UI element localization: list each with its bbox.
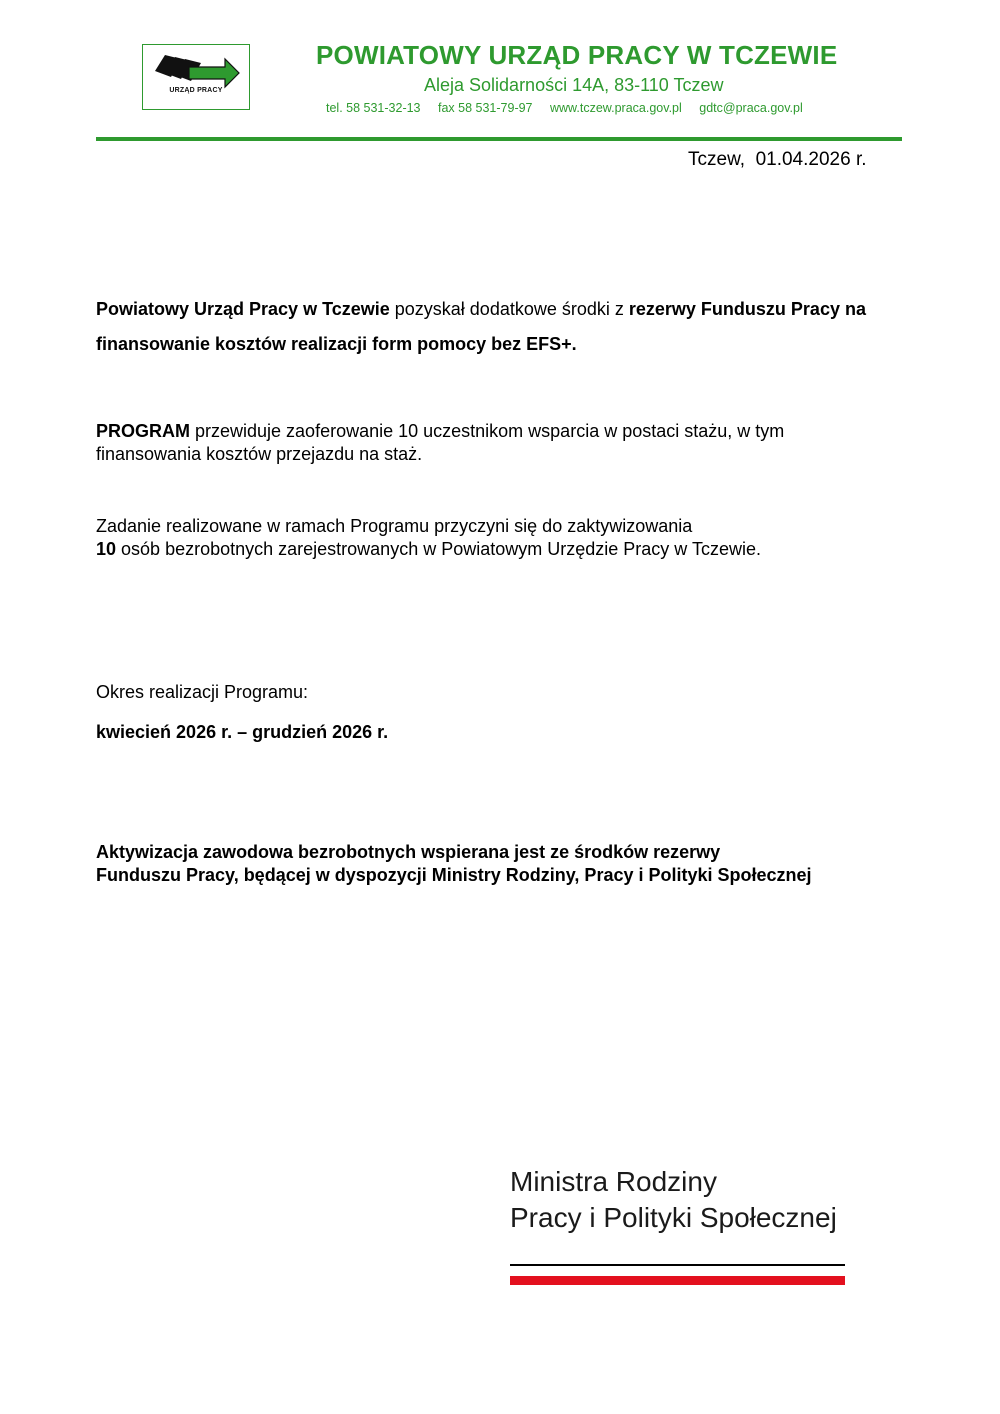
paragraph1-bold-start: Powiatowy Urząd Pracy w Tczewie	[96, 299, 390, 319]
org-address: Aleja Solidarności 14A, 83-110 Tczew	[424, 75, 724, 95]
funding-note-line2: Funduszu Pracy, będącej w dyspozycji Ministry Rodziny, Pracy i Polityki Społecznej	[96, 865, 812, 885]
paragraph-funding-info	[96, 292, 916, 362]
period-value: kwiecień 2026 r. – grudzień 2026 r.	[96, 722, 389, 742]
urzad-pracy-logo	[142, 44, 250, 110]
org-title: POWIATOWY URZĄD PRACY W TCZEWIE	[316, 40, 838, 70]
website-link[interactable]: www.tczew.praca.gov.pl	[550, 101, 682, 115]
paragraph2-line1: przewiduje zaoferowanie 10 uczestnikom wsparcia w postaci stażu, w tym	[190, 421, 785, 441]
logo-text: URZĄD PRACY	[169, 87, 223, 94]
org-contact	[326, 101, 803, 115]
date-line: Tczew, 01.04.2026 r.	[688, 149, 867, 170]
ministry-flag-red-stripe	[510, 1276, 845, 1285]
paragraph3-number: 10	[96, 539, 117, 559]
paragraph1-bold-end: rezerwy Funduszu Pracy na finansowanie kosztów realizacji form pomocy bez EFS+.	[96, 299, 866, 354]
paragraph3-line1: Zadanie realizowane w ramach Programu przyczyni się do zaktywizowania	[96, 516, 693, 536]
logo-cards-arrow-icon	[143, 45, 248, 108]
paragraph1-middle: pozyskał dodatkowe środki z	[389, 299, 629, 319]
paragraph2-line2: finansowania kosztów przejazdu na staż.	[96, 444, 423, 464]
ministry-line1: Ministra Rodziny	[510, 1166, 717, 1197]
paragraph-task	[96, 515, 916, 561]
paragraph3-line2: osób bezrobotnych zarejestrowanych w Powiatowym Urzędzie Pracy w Tczewie.	[116, 539, 761, 559]
ministry-logo	[510, 1164, 837, 1236]
period-label: Okres realizacji Programu:	[96, 682, 309, 702]
funding-note-line1: Aktywizacja zawodowa bezrobotnych wspierana jest ze środków rezerwy	[96, 842, 721, 862]
paragraph2-bold-start: PROGRAM	[96, 421, 190, 441]
paragraph-program	[96, 420, 916, 466]
ministry-flag-white-stripe	[510, 1264, 845, 1266]
ministry-line2: Pracy i Polityki Społecznej	[510, 1202, 837, 1233]
header-divider	[96, 137, 902, 141]
fax-number: fax 58 531-79-97	[438, 101, 533, 115]
funding-note	[96, 841, 916, 887]
email-link[interactable]: gdtc@praca.gov.pl	[699, 101, 803, 115]
phone-number: tel. 58 531-32-13	[326, 101, 421, 115]
